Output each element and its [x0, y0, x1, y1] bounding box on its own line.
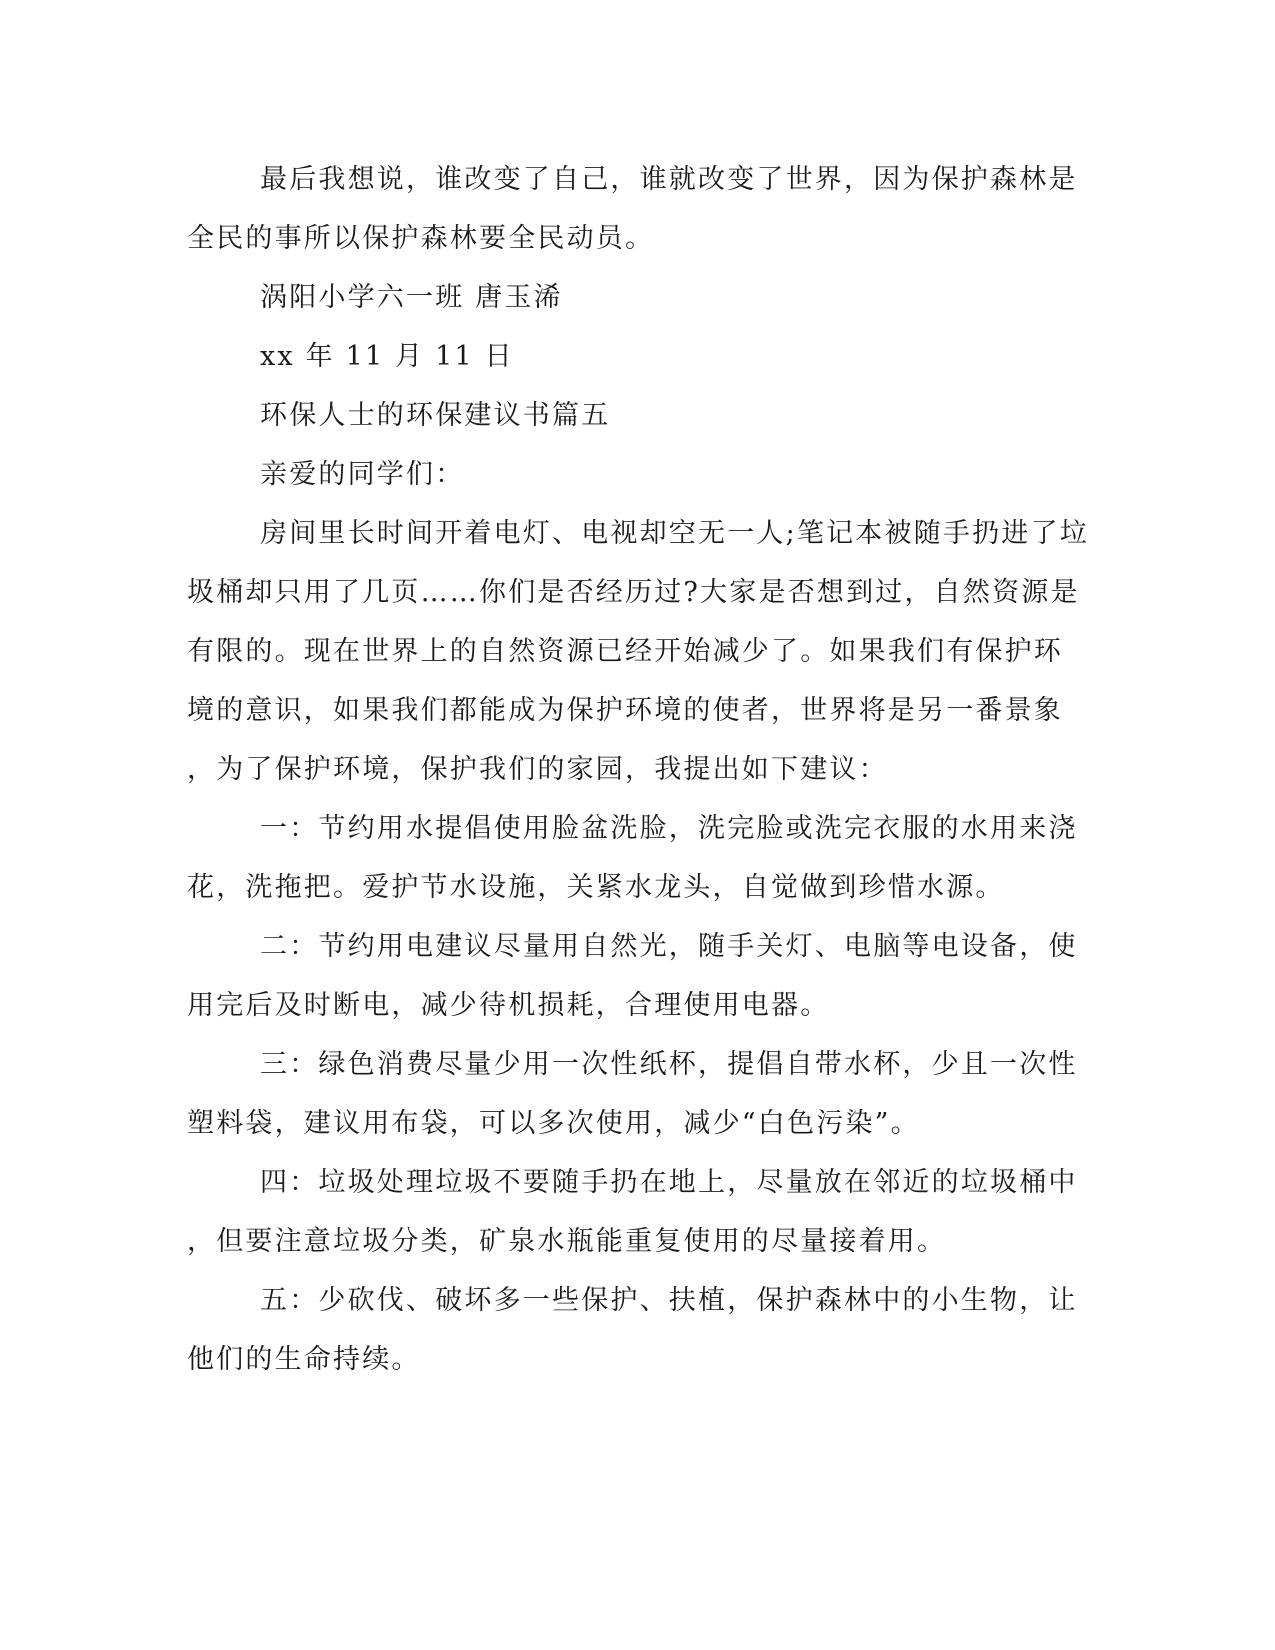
closing-paragraph-line: 最后我想说，谁改变了自己，谁就改变了世界，因为保护森林是 [260, 164, 1078, 195]
suggestion-1-line: 一：节约用水提倡使用脸盆洗脸，洗完脸或洗完衣服的水用来浇 [260, 813, 1078, 844]
closing-paragraph-line: 全民的事所以保护森林要全民动员。 [187, 223, 655, 254]
signature: 涡阳小学六一班 唐玉浠 [260, 282, 563, 313]
suggestion-2-line: 用完后及时断电，减少待机损耗，合理使用电器。 [187, 990, 830, 1021]
suggestion-5-line: 五：少砍伐、破坏多一些保护、扶植，保护森林中的小生物，让 [260, 1285, 1078, 1316]
suggestion-4-line: 四：垃圾处理垃圾不要随手扔在地上，尽量放在邻近的垃圾桶中 [260, 1167, 1078, 1198]
intro-paragraph-line: 圾桶却只用了几页……你们是否经历过?大家是否想到过，自然资源是 [187, 577, 1080, 608]
suggestion-4-line: ，但要注意垃圾分类，矿泉水瓶能重复使用的尽量接着用。 [187, 1226, 947, 1257]
suggestion-3-line: 三：绿色消费尽量少用一次性纸杯，提倡自带水杯，少且一次性 [260, 1049, 1078, 1080]
intro-paragraph-line: 境的意识，如果我们都能成为保护环境的使者，世界将是另一番景象 [187, 695, 1063, 726]
suggestion-3-line: 塑料袋，建议用布袋，可以多次使用，减少“白色污染”。 [187, 1108, 920, 1139]
suggestion-5-line: 他们的生命持续。 [187, 1344, 421, 1375]
intro-paragraph-line: 房间里长时间开着电灯、电视却空无一人;笔记本被随手扔进了垃 [260, 518, 1089, 549]
date: xx 年 11 月 11 日 [260, 341, 514, 372]
section-title: 环保人士的环保建议书篇五 [260, 400, 611, 431]
suggestion-1-line: 花，洗拖把。爱护节水设施，关紧水龙头，自觉做到珍惜水源。 [187, 872, 1005, 903]
greeting: 亲爱的同学们： [260, 459, 465, 490]
suggestion-2-line: 二：节约用电建议尽量用自然光，随手关灯、电脑等电设备，使 [260, 931, 1078, 962]
intro-paragraph-line: 有限的。现在世界上的自然资源已经开始减少了。如果我们有保护环 [187, 636, 1063, 667]
intro-paragraph-line: ，为了保护环境，保护我们的家园，我提出如下建议： [187, 754, 888, 785]
